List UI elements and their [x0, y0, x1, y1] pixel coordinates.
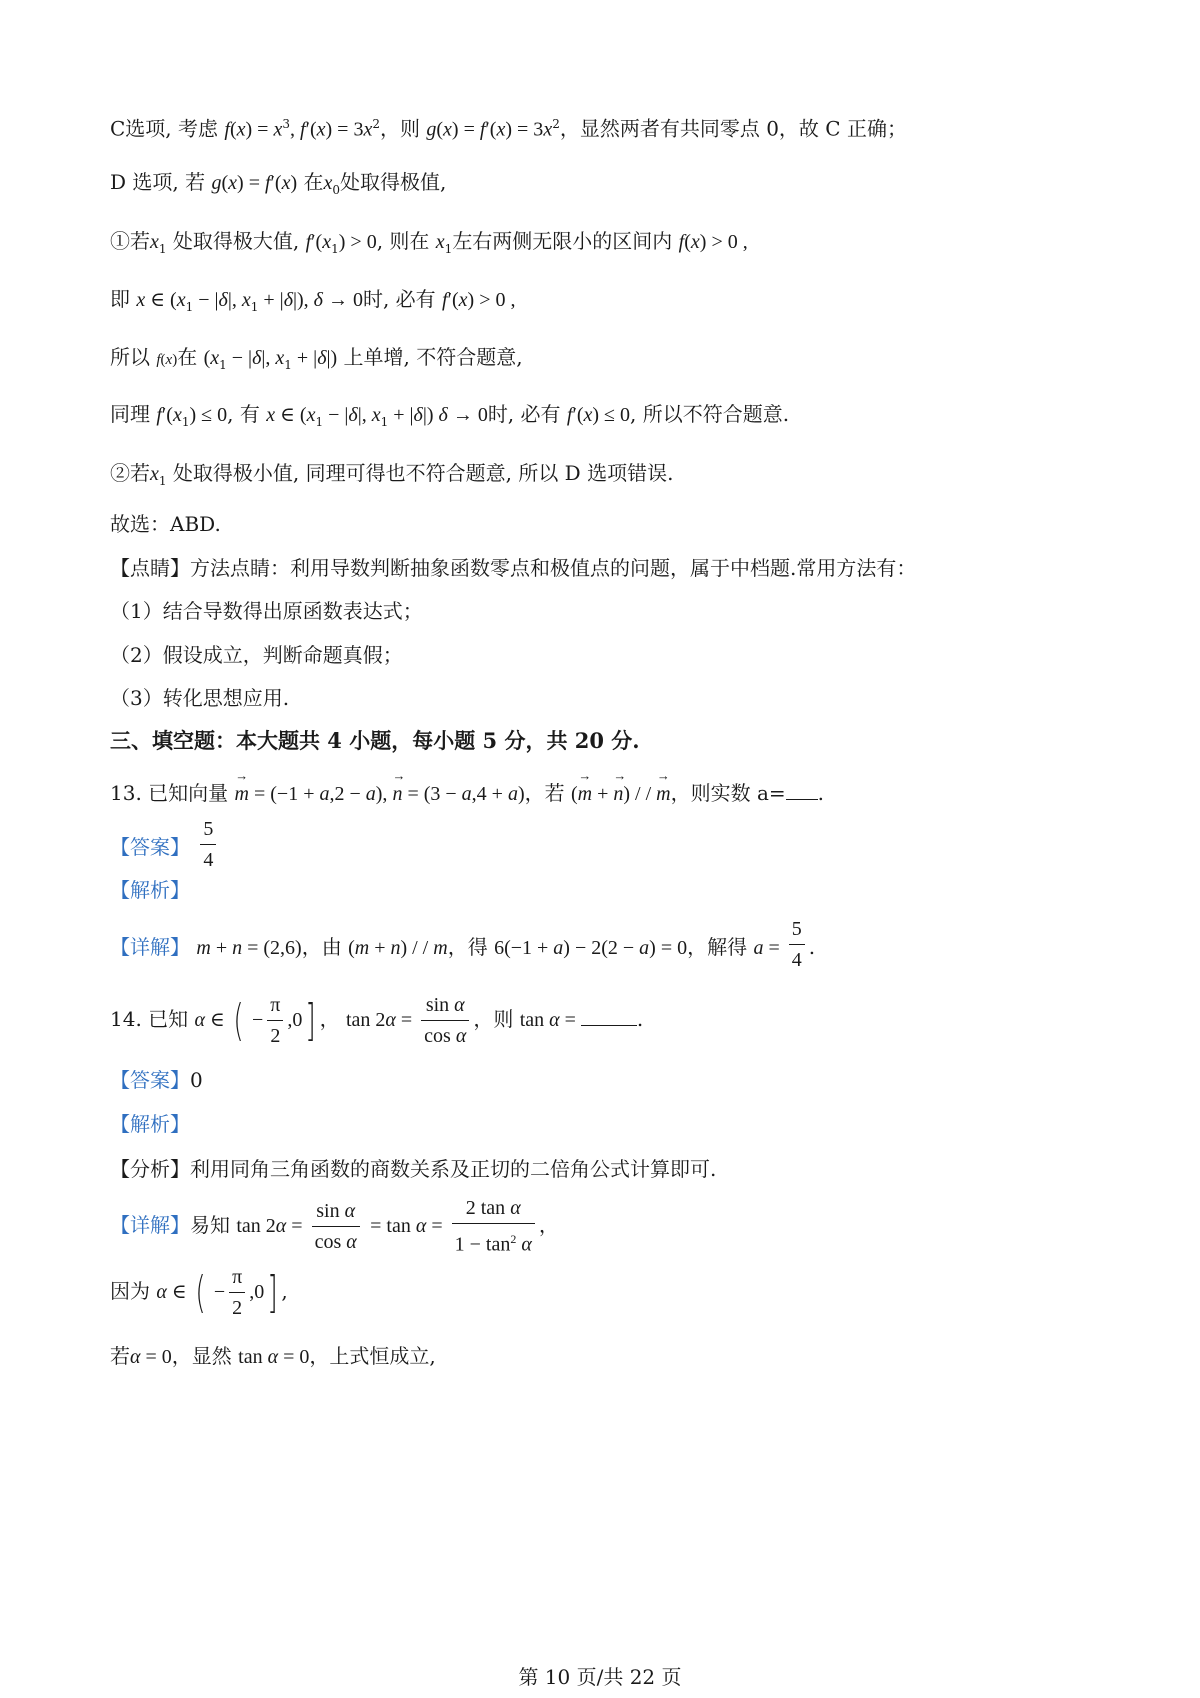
q13-stem: 13. 已知向量 → m = (−1 + a,2 − a), → n = (3 − a,4 + a)，若 (→ m + → n) / / → m，则实数 a= . — [110, 779, 824, 808]
page-footer: 第 10 页/共 22 页 — [518, 1665, 682, 1689]
interval-line: 即 x ∈ ($x_1 - |\delta|$, $x_1 + |\delta|$), δ → 0时, 必有 f′(x) > 0 , — [110, 287, 516, 314]
d-option-line: D 选项, 若 g(x) = f′(x) 在$x_0$处取得极值, — [110, 170, 447, 197]
q14-answer: 【答案】0 — [110, 1068, 203, 1092]
q14-analysis: 【分析】利用同角三角函数的商数关系及正切的二倍角公式计算即可. — [110, 1157, 717, 1181]
q14-because: 因为 α ∈ ( − $\frac{\pi}{2}$ ,0] , — [110, 1262, 288, 1322]
case1-line: ①若$x_1$ 处取得极大值, $f'(x_1) > 0$, 则在 $x_1$左右两侧无限小的区间内 f(x) > 0 , — [110, 229, 748, 256]
c-option-line: C选项, 考虑 $f(x) = x^3$, $f'(x) = 3x^2$，则 $g(x) = f'(x) = 3x^2$，显然两者有共同零点 0，故 C 正确； — [110, 116, 907, 141]
detail-fraction: $\frac{5}{4}$ — [789, 914, 805, 975]
method-3: （3）转化思想应用. — [110, 686, 290, 710]
case2-line: ②若$x_1$ 处取得极小值, 同理可得也不符合题意, 所以 D 选项错误. — [110, 461, 674, 488]
q13-analysis-label: 【解析】 — [110, 878, 190, 902]
choice-line: 故选：ABD. — [110, 512, 221, 536]
similar-line: 同理 $f'(x_1) \le 0$, 有 x ∈ ($x_1 - |\delta|$, $x_1 + |\delta|$) δ → 0时, 必有 f′(x) ≤ 0, 所以不符合题意. — [110, 402, 790, 429]
q14-analysis-label: 【解析】 — [110, 1112, 190, 1136]
q14-detail: 【详解】易知 tan 2α = $\frac{\text{sin α}}{\text{cos α}}$ = tan α = $\frac{\text{2 tan α}}{1 - \tan^2 \alpha}$ ， — [110, 1193, 559, 1253]
section-heading: 三、填空题：本大题共 4 小题，每小题 5 分，共 20 分. — [110, 728, 640, 753]
q14-stem: 14. 已知 α ∈ ( − $\frac{\pi}{2}$ ,0] ， tan 2α = $\frac{\text{sin α}}{\text{cos α}}$ ，则 tan α = . — [110, 990, 643, 1050]
answer-label: 【答案】 — [110, 835, 190, 859]
q13-answer — [110, 818, 220, 872]
method-1: （1）结合导数得出原函数表达式； — [110, 599, 423, 623]
monotone-line: 所以 f(x)在 ($x_1 - |\delta|$, $x_1 + |\delta|$) 上单增, 不符合题意, — [110, 345, 523, 372]
method-2: （2）假设成立，判断命题真假； — [110, 643, 403, 667]
q14-conclusion: 若α = 0，显然 tan α = 0，上式恒成立, — [110, 1344, 436, 1368]
comment-line: 【点睛】方法点睛：利用导数判断抽象函数零点和极值点的问题，属于中档题.常用方法有： — [110, 556, 917, 580]
answer-fraction: $\frac{5}{4}$ — [200, 814, 216, 875]
q13-detail: 【详解】 m + n = (2,6)，由 (m + n) / / m，得 6(−1 + a) − 2(2 − a) = 0，解得 a = $\frac{5}{4}$ . — [110, 922, 815, 972]
